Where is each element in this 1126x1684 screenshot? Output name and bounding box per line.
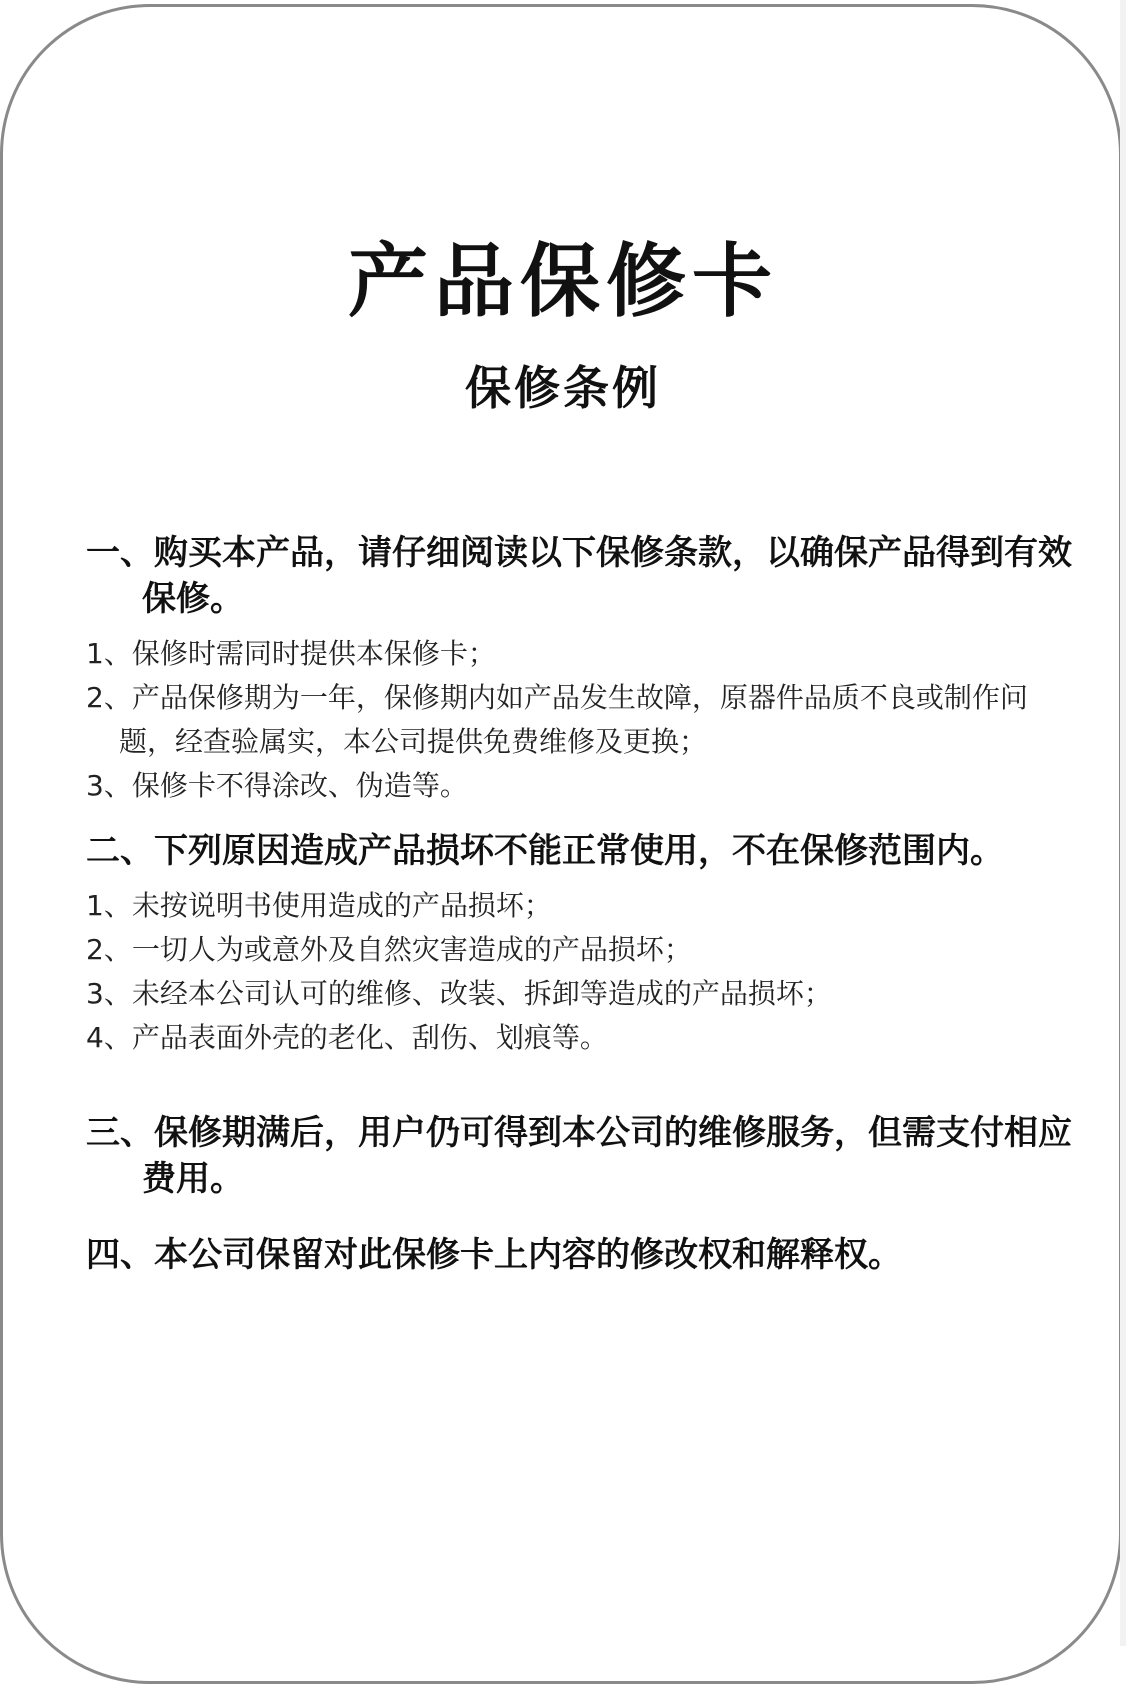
page-title: 产品保修卡: [348, 235, 778, 328]
section-heading: 一、购买本产品，请仔细阅读以下保修条款，以确保产品得到有效保修。: [86, 533, 1072, 619]
section-heading: 三、保修期满后，用户仍可得到本公司的维修服务，但需支付相应费用。: [86, 1113, 1072, 1199]
section-4: [86, 1232, 1076, 1278]
section-3: [86, 1110, 1076, 1202]
section-2: [86, 828, 1076, 1060]
warranty-terms: [86, 530, 1076, 1298]
list-item: 4、产品表面外壳的老化、刮伤、划痕等。: [86, 1021, 608, 1054]
list-item: 2、产品保修期为一年，保修期内如产品发生故障，原器件品质不良或制作问题，经查验属实，本公司提供免费维修及更换；: [86, 681, 1028, 758]
list-item: 3、保修卡不得涂改、伪造等。: [86, 769, 468, 802]
list-item: 1、未按说明书使用造成的产品损坏；: [86, 889, 552, 922]
section-1: [86, 530, 1076, 808]
section-heading: 二、下列原因造成产品损坏不能正常使用，不在保修范围内。: [86, 831, 1004, 871]
list-item: 2、一切人为或意外及自然灾害造成的产品损坏；: [86, 933, 692, 966]
section-heading: 四、本公司保留对此保修卡上内容的修改权和解释权。: [86, 1235, 902, 1275]
page-subtitle: 保修条例: [465, 361, 661, 415]
list-item: 1、保修时需同时提供本保修卡；: [86, 637, 496, 670]
list-item: 3、未经本公司认可的维修、改装、拆卸等造成的产品损坏；: [86, 977, 832, 1010]
